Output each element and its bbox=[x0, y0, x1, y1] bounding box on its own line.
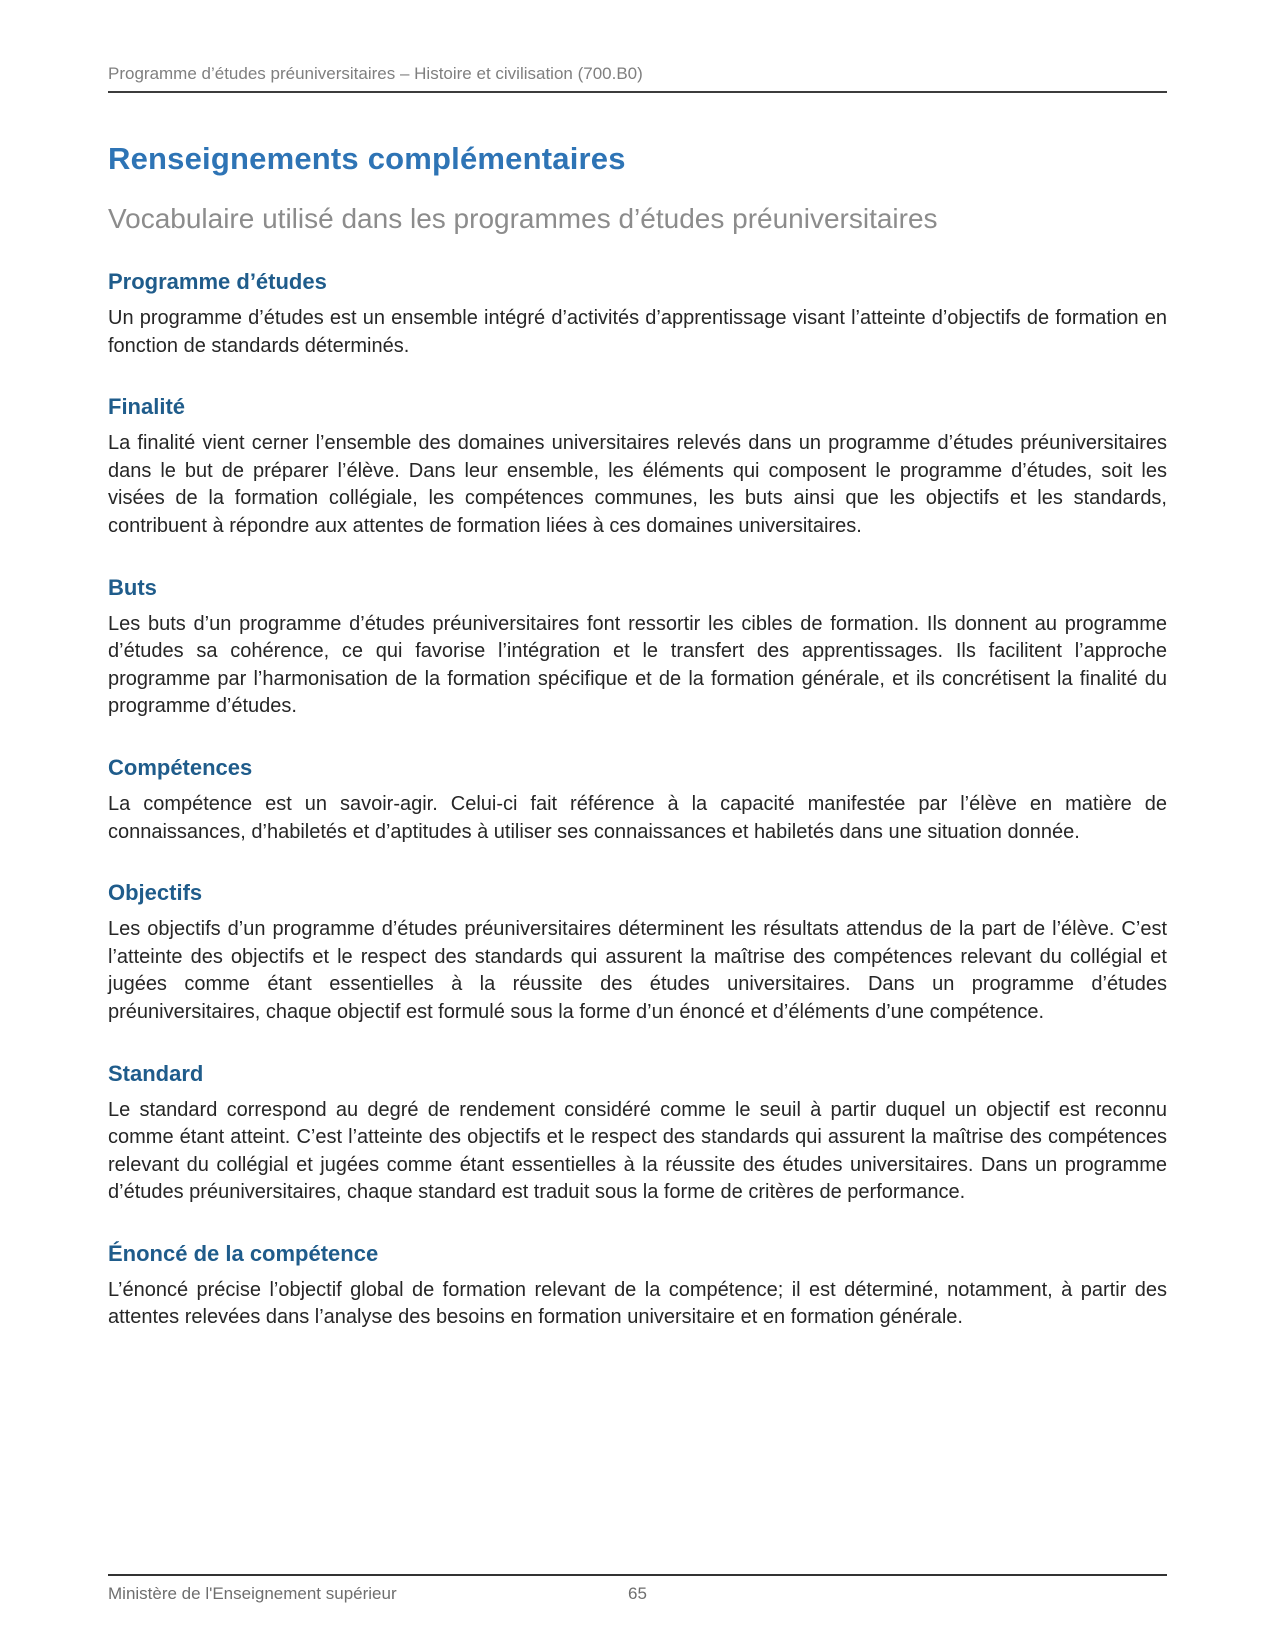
footer-page-number: 65 bbox=[628, 1584, 647, 1603]
section-body: Les objectifs d’un programme d’études préuniversitaires déterminent les résultats attendus de la part de l’élève. C’est l’atteinte des objectifs et le respect des standards qui assurent la maîtrise des compétences relevant du collégial et jugées comme étant essentielles à la réussite des études universitaires. Dans un programme d’études préuniversitaires, chaque objectif est formulé sous la forme d’un énoncé et d’éléments d’une compétence. bbox=[108, 918, 1167, 1023]
section-objectifs bbox=[108, 880, 1167, 1026]
page-header bbox=[108, 0, 1167, 93]
section-finalite bbox=[108, 394, 1167, 540]
section-heading: Programme d’études bbox=[108, 269, 327, 294]
section-buts bbox=[108, 575, 1167, 721]
footer-ministry-label: Ministère de l'Enseignement supérieur bbox=[108, 1584, 397, 1603]
section-enonce-de-la-competence bbox=[108, 1241, 1167, 1332]
section-body: Le standard correspond au degré de rendement considéré comme le seuil à partir duquel un objectif est reconnu comme étant atteint. C’est l’atteinte des objectifs et le respect des standards qui assurent la maîtrise des compétences relevant du collégial et jugées comme étant essentielles à la réussite des études universitaires. Dans un programme d’études préuniversitaires, chaque standard est traduit sous la forme de critères de performance. bbox=[108, 1098, 1167, 1204]
page-content bbox=[108, 141, 1167, 1332]
footer-rule bbox=[108, 1574, 1167, 1576]
section-body: La finalité vient cerner l’ensemble des domaines universitaires relevés dans un programme d’études préuniversitaires dans le but de préparer l’élève. Dans leur ensemble, les éléments qui composent le programme d’études, soit les visées de la formation collégiale, les compétences communes, les buts ainsi que les objectifs et les standards, contribuent à répondre aux attentes de formation liées à ces domaines universitaires. bbox=[108, 432, 1167, 537]
section-programme-detudes bbox=[108, 269, 1167, 360]
section-body: La compétence est un savoir-agir. Celui-ci fait référence à la capacité manifestée par l’élève en matière de connaissances, d’habiletés et d’aptitudes à utiliser ses connaissances et habiletés dans une situation donnée. bbox=[108, 792, 1167, 843]
section-body: Les buts d’un programme d’études préuniversitaires font ressortir les cibles de formation. Ils donnent au programme d’études sa cohérence, ce qui favorise l’intégration et le transfert des apprentissages. Ils facilitent l’approche programme par l’harmonisation de la formation spécifique et de la formation générale, et ils concrétisent la finalité du programme d’études. bbox=[108, 612, 1167, 718]
section-heading: Énoncé de la compétence bbox=[108, 1240, 379, 1266]
section-heading: Objectifs bbox=[108, 880, 203, 906]
subtitle: Vocabulaire utilisé dans les programmes d’études préuniversitaires bbox=[108, 203, 938, 234]
page-footer bbox=[108, 1574, 1167, 1604]
section-heading: Standard bbox=[108, 1060, 204, 1086]
section-heading: Finalité bbox=[108, 394, 186, 420]
section-body: Un programme d’études est un ensemble intégré d’activités d’apprentissage visant l’atteinte d’objectifs de formation en fonction de standards déterminés. bbox=[108, 307, 1167, 357]
section-heading: Compétences bbox=[108, 754, 253, 780]
header-rule bbox=[108, 91, 1167, 93]
footer-row bbox=[108, 1584, 1167, 1604]
section-body: L’énoncé précise l’objectif global de formation relevant de la compétence; il est déterminé, notamment, à partir des attentes relevées dans l’analyse des besoins en formation universitaire et en formation générale. bbox=[108, 1278, 1167, 1329]
header-title: Programme d’études préuniversitaires – Histoire et civilisation (700.B0) bbox=[108, 64, 643, 83]
section-competences bbox=[108, 755, 1167, 846]
section-heading: Buts bbox=[108, 574, 157, 600]
main-title: Renseignements complémentaires bbox=[108, 141, 626, 176]
section-standard bbox=[108, 1061, 1167, 1207]
